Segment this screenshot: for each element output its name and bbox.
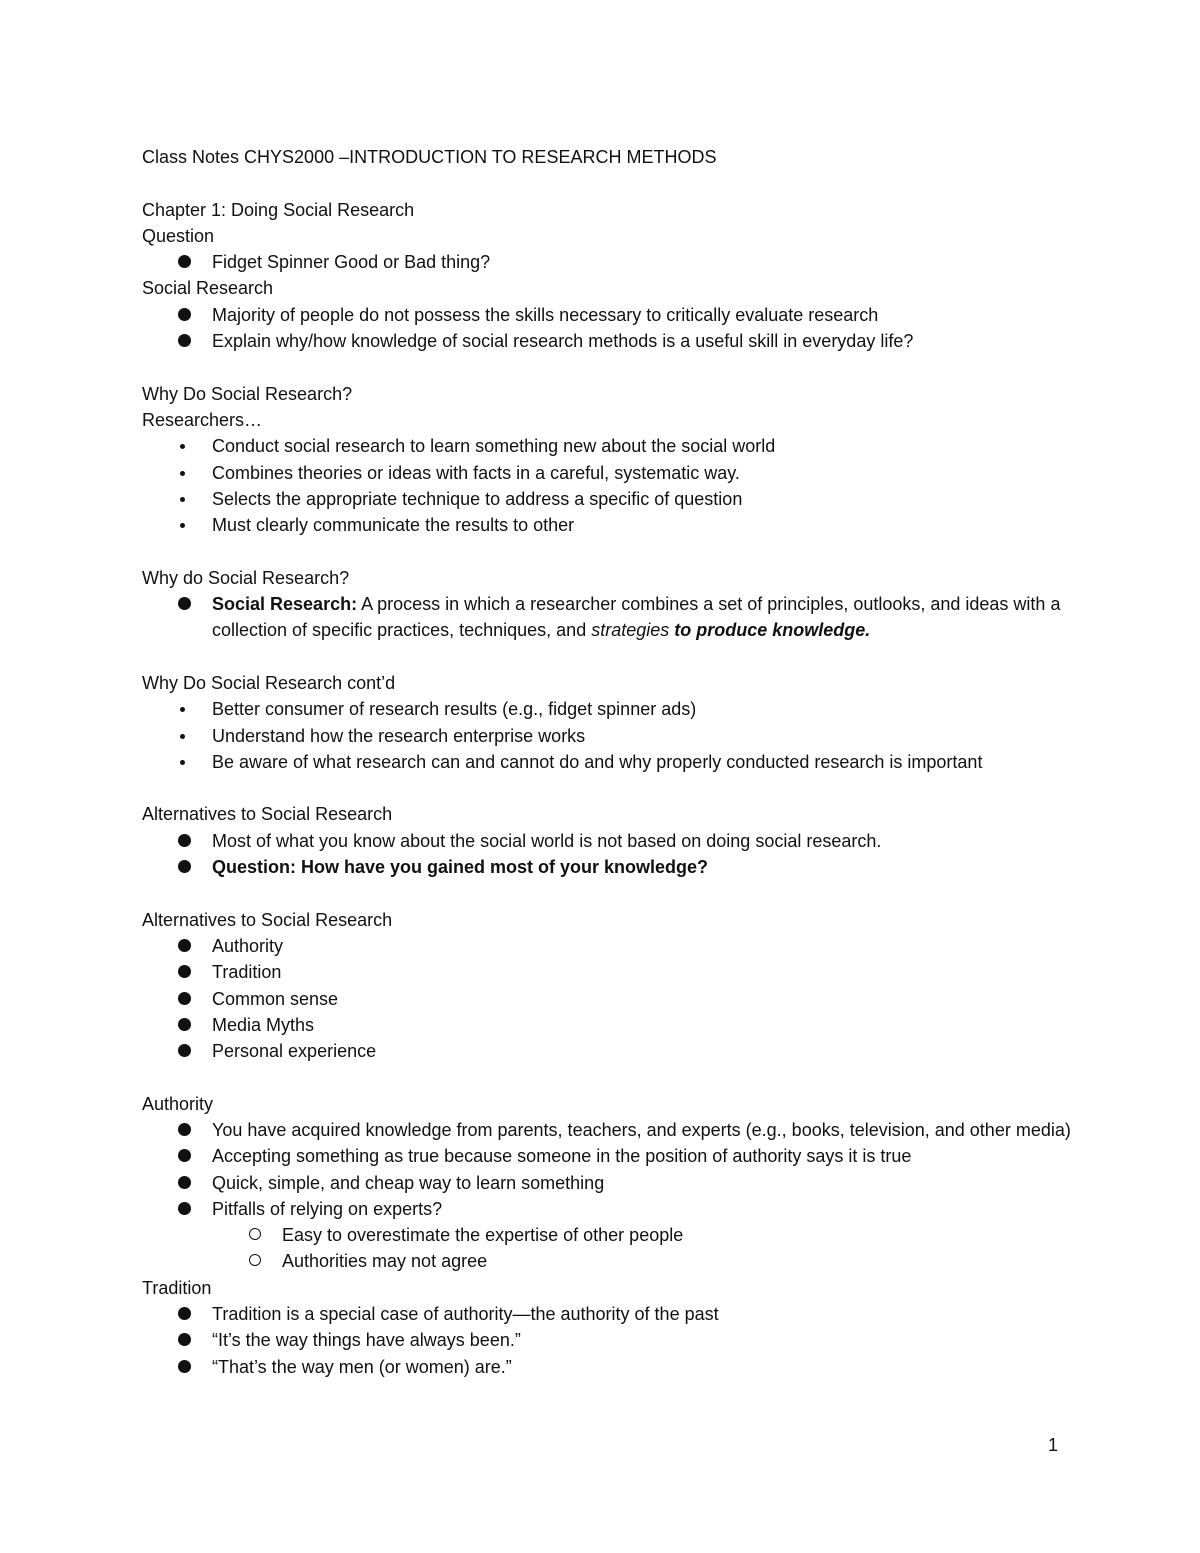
sub-list-item: Easy to overestimate the expertise of other people bbox=[142, 1222, 1082, 1248]
bullet-icon bbox=[178, 1360, 191, 1373]
section-heading-alternatives-2: Alternatives to Social Research bbox=[142, 909, 393, 930]
section-heading-alternatives: Alternatives to Social Research bbox=[142, 804, 393, 825]
researchers-label: Researchers… bbox=[142, 409, 263, 430]
bullet-icon bbox=[180, 523, 185, 528]
bullet-icon bbox=[178, 1176, 191, 1189]
list-item: Conduct social research to learn something new about the social world bbox=[142, 433, 1082, 459]
list-item: Better consumer of research results (e.g., fidget spinner ads) bbox=[142, 696, 1082, 722]
list-item: You have acquired knowledge from parents, teachers, and experts (e.g., books, television, and other media) bbox=[142, 1117, 1072, 1143]
section-heading-social-research: Social Research bbox=[142, 278, 274, 299]
bullet-icon bbox=[180, 707, 185, 712]
list-item: Tradition bbox=[142, 959, 1082, 985]
section-heading-authority: Authority bbox=[142, 1093, 214, 1114]
list-item: Majority of people do not possess the skills necessary to critically evaluate research bbox=[142, 302, 1082, 328]
bullet-icon bbox=[180, 497, 185, 502]
list-item: Personal experience bbox=[142, 1038, 1082, 1064]
bullet-icon bbox=[178, 597, 191, 610]
list-item: Must clearly communicate the results to other bbox=[142, 512, 1082, 538]
bullet-icon bbox=[178, 1307, 191, 1320]
section-heading-why-contd: Why Do Social Research cont’d bbox=[142, 672, 396, 693]
list-item: Be aware of what research can and cannot do and why properly conducted research is important bbox=[142, 749, 1082, 775]
list-item: Pitfalls of relying on experts? bbox=[142, 1196, 1082, 1222]
bullet-icon bbox=[178, 939, 191, 952]
section-heading-why-2: Why do Social Research? bbox=[142, 567, 350, 588]
bullet-icon bbox=[178, 1149, 191, 1162]
bullet-icon bbox=[178, 965, 191, 978]
bullet-icon bbox=[178, 834, 191, 847]
bullet-icon bbox=[178, 1333, 191, 1346]
document-title: Class Notes CHYS2000 –INTRODUCTION TO RESEARCH METHODS bbox=[142, 147, 717, 167]
bullet-icon bbox=[180, 760, 185, 765]
bullet-icon bbox=[178, 1018, 191, 1031]
definition-item: Social Research: A process in which a researcher combines a set of principles, outlooks, and ideas with a collection of specific practices, techniques, and strategies to produce knowledge. bbox=[142, 591, 1072, 644]
chapter-heading: Chapter 1: Doing Social Research bbox=[142, 199, 415, 220]
section-heading-question: Question bbox=[142, 225, 215, 246]
section-heading-tradition: Tradition bbox=[142, 1277, 212, 1298]
hollow-bullet-icon bbox=[249, 1254, 261, 1266]
list-item: Combines theories or ideas with facts in a careful, systematic way. bbox=[142, 460, 1082, 486]
bullet-icon bbox=[178, 255, 191, 268]
list-item: Common sense bbox=[142, 986, 1082, 1012]
bullet-icon bbox=[178, 992, 191, 1005]
bullet-icon bbox=[178, 1202, 191, 1215]
bullet-icon bbox=[180, 471, 185, 476]
document-page bbox=[142, 144, 1082, 1380]
list-item: Selects the appropriate technique to address a specific of question bbox=[142, 486, 1082, 512]
sub-list-item: Authorities may not agree bbox=[142, 1248, 1082, 1274]
list-item: Most of what you know about the social world is not based on doing social research. bbox=[142, 828, 1082, 854]
bullet-icon bbox=[178, 1044, 191, 1057]
bullet-icon bbox=[178, 308, 191, 321]
page-number: 1 bbox=[1047, 1435, 1058, 1455]
bullet-icon bbox=[178, 334, 191, 347]
bullet-icon bbox=[180, 734, 185, 739]
list-item: Question: How have you gained most of your knowledge? bbox=[142, 854, 1082, 880]
list-item: Quick, simple, and cheap way to learn something bbox=[142, 1170, 1082, 1196]
bullet-icon bbox=[178, 1123, 191, 1136]
list-item: Tradition is a special case of authority—the authority of the past bbox=[142, 1301, 1082, 1327]
hollow-bullet-icon bbox=[249, 1228, 261, 1240]
list-item: Media Myths bbox=[142, 1012, 1082, 1038]
bullet-icon bbox=[180, 444, 185, 449]
bullet-icon bbox=[178, 860, 191, 873]
list-item: Fidget Spinner Good or Bad thing? bbox=[142, 249, 1082, 275]
list-item: “That’s the way men (or women) are.” bbox=[142, 1354, 1082, 1380]
list-item: Explain why/how knowledge of social research methods is a useful skill in everyday life? bbox=[142, 328, 1082, 354]
section-heading-why: Why Do Social Research? bbox=[142, 383, 353, 404]
list-item: Understand how the research enterprise works bbox=[142, 723, 1082, 749]
list-item: “It’s the way things have always been.” bbox=[142, 1327, 1082, 1353]
list-item: Accepting something as true because someone in the position of authority says it is true bbox=[142, 1143, 1082, 1169]
list-item: Authority bbox=[142, 933, 1082, 959]
